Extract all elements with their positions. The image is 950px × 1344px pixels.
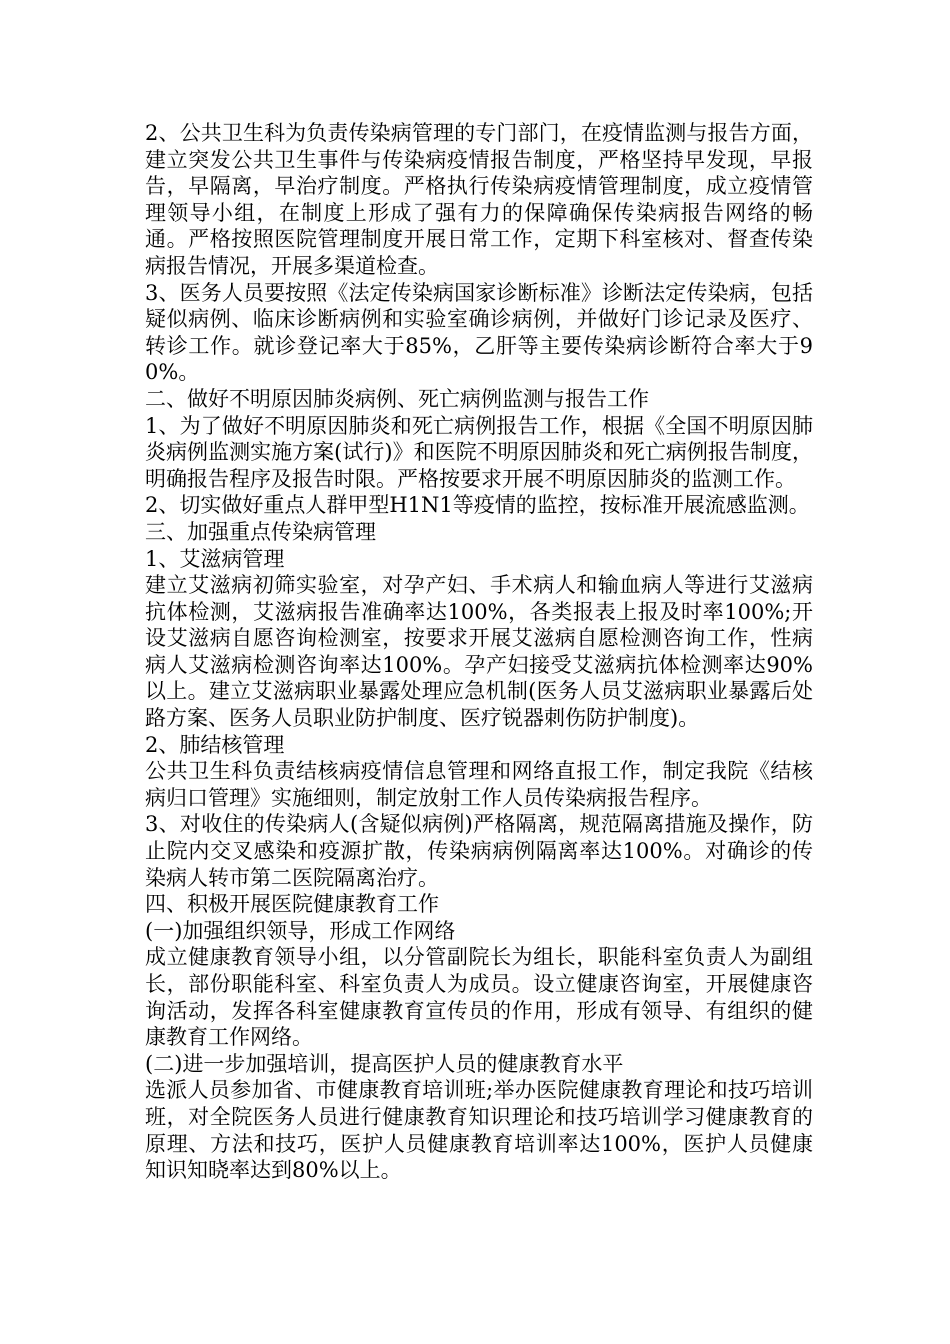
subheading-training: (二)进一步加强培训，提高医护人员的健康教育水平 bbox=[145, 1051, 624, 1076]
paragraph-training: 选派人员参加省、市健康教育培训班;举办医院健康教育理论和技巧培训班，对全院医务人员进行健康教育知识理论和技巧培训学习健康教育的原理、方法和技巧，医护人员健康教育培训率达100%，医护人员健康知识知晓率达到80%以上。 bbox=[145, 1078, 813, 1183]
section-heading-key-diseases: 三、加强重点传染病管理 bbox=[145, 519, 376, 544]
paragraph-h1n1-monitoring: 2、切实做好重点人群甲型H1N1等疫情的监控，按标准开展流感监测。 bbox=[145, 493, 810, 518]
paragraph-aids-management: 建立艾滋病初筛实验室，对孕产妇、手术病人和输血病人等进行艾滋病抗体检测，艾滋病报告准确率达100%，各类报表上报及时率100%;开设艾滋病自愿咨询检测室，按要求开展艾滋病自愿检测咨询工作，性病病人艾滋病检测咨询率达100%。孕产妇接受艾滋病抗体检测率达90%以上。建立艾滋病职业暴露处理应急机制(医务人员艾滋病职业暴露后处路方案、医务人员职业防护制度、医疗锐器刺伤防护制度)。 bbox=[145, 573, 813, 731]
paragraph-pneumonia-reporting: 1、为了做好不明原因肺炎和死亡病例报告工作，根据《全国不明原因肺炎病例监测实施方案(试行)》和医院不明原因肺炎和死亡病例报告制度，明确报告程序及报告时限。严格按要求开展不明原因肺炎的监测工作。 bbox=[145, 413, 813, 491]
paragraph-isolation: 3、对收住的传染病人(含疑似病例)严格隔离，规范隔离措施及操作，防止院内交叉感染和疫源扩散，传染病病例隔离率达100%。对确诊的传染病人转市第二医院隔离治疗。 bbox=[145, 812, 813, 890]
paragraph-diagnosis-standard: 3、医务人员要按照《法定传染病国家诊断标准》诊断法定传染病，包括疑似病例、临床诊断病例和实验室确诊病例，并做好门诊记录及医疗、转诊工作。就诊登记率大于85%，乙肝等主要传染病诊断符合率大于90%。 bbox=[145, 280, 813, 385]
section-heading-health-education: 四、积极开展医院健康教育工作 bbox=[145, 892, 439, 917]
section-heading-pneumonia: 二、做好不明原因肺炎病例、死亡病例监测与报告工作 bbox=[145, 386, 649, 411]
subheading-aids: 1、艾滋病管理 bbox=[145, 546, 285, 571]
paragraph-organization: 成立健康教育领导小组，以分管副院长为组长，职能科室负责人为副组长，部份职能科室、科室负责人为成员。设立健康咨询室，开展健康咨询活动，发挥各科室健康教育宣传员的作用，形成有领导、有组织的健康教育工作网络。 bbox=[145, 945, 813, 1050]
paragraph-tuberculosis-management: 公共卫生科负责结核病疫情信息管理和网络直报工作，制定我院《结核病归口管理》实施细则，制定放射工作人员传染病报告程序。 bbox=[145, 759, 813, 810]
document-body bbox=[145, 120, 813, 1184]
subheading-organization: (一)加强组织领导，形成工作网络 bbox=[145, 918, 456, 943]
subheading-tuberculosis: 2、肺结核管理 bbox=[145, 732, 285, 757]
paragraph-reporting-system: 2、公共卫生科为负责传染病管理的专门部门，在疫情监测与报告方面，建立突发公共卫生事件与传染病疫情报告制度，严格坚持早发现，早报告，早隔离，早治疗制度。严格执行传染病疫情管理制度，成立疫情管理领导小组，在制度上形成了强有力的保障确保传染病报告网络的畅通。严格按照医院管理制度开展日常工作，定期下科室核对、督查传染病报告情况，开展多渠道检查。 bbox=[145, 121, 813, 278]
